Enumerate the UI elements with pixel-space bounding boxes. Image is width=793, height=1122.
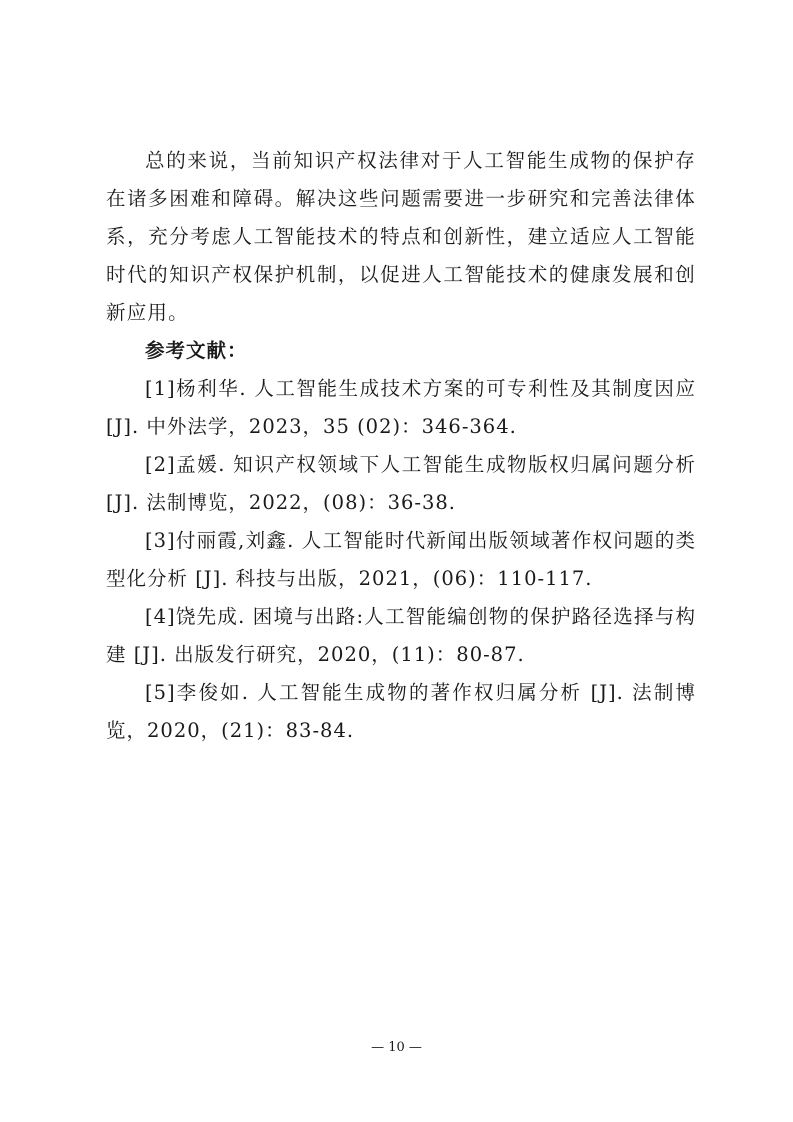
document-body <box>106 142 696 750</box>
reference-item-5: [5]李俊如. 人工智能生成物的著作权归属分析 [J]. 法制博览，2020，(21)：83-84. <box>106 681 696 742</box>
reference-item-1: [1]杨利华. 人工智能生成技术方案的可专利性及其制度因应 [J]. 中外法学，2023，35 (02)：346-364. <box>106 377 696 438</box>
page-number: — 10 — <box>371 1040 422 1055</box>
references-heading: 参考文献： <box>145 339 248 362</box>
reference-list <box>106 370 696 750</box>
conclusion-paragraph: 总的来说，当前知识产权法律对于人工智能生成物的保护存在诸多困难和障碍。解决这些问题需要进一步研究和完善法律体系，充分考虑人工智能技术的特点和创新性，建立适应人工智能时代的知识产权保护机制，以促进人工智能技术的健康发展和创新应用。 <box>106 149 696 324</box>
reference-item-4: [4]饶先成. 困境与出路:人工智能编创物的保护路径选择与构建 [J]. 出版发行研究，2020，(11)：80-87. <box>106 605 696 666</box>
reference-item-3: [3]付丽霞,刘鑫. 人工智能时代新闻出版领域著作权问题的类型化分析 [J]. 科技与出版，2021，(06)：110-117. <box>106 529 696 590</box>
reference-item-2: [2]孟媛. 知识产权领域下人工智能生成物版权归属问题分析 [J]. 法制博览，2022，(08)：36-38. <box>106 453 696 514</box>
